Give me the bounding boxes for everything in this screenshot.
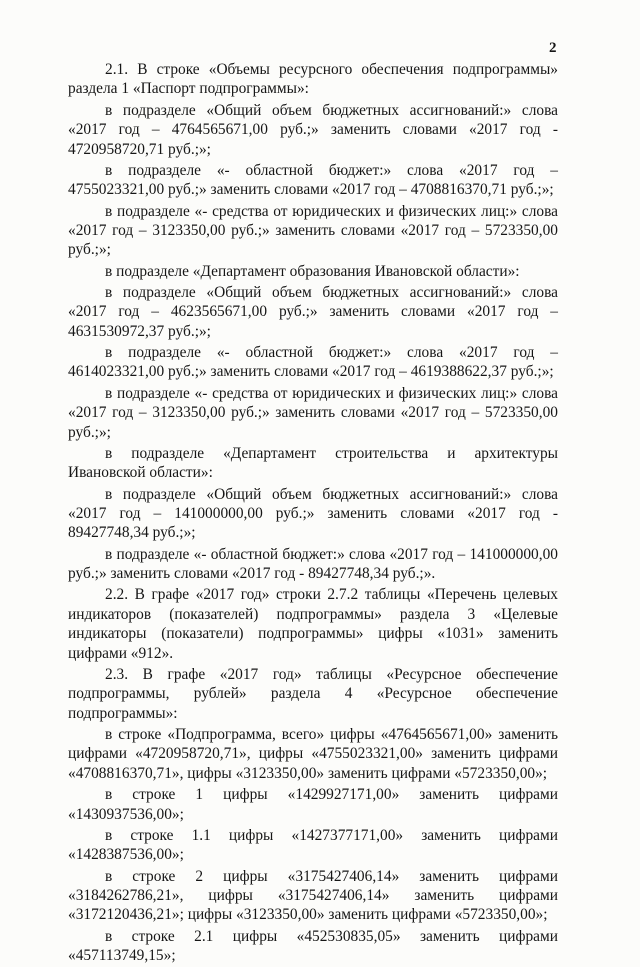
paragraph: в подразделе «- областной бюджет:» слова «2017 год – 141000000,00 руб.;» заменить словами «2017 год - 89427748,34 руб.;». [68, 545, 558, 583]
paragraph: в подразделе «- средства от юридических и физических лиц:» слова «2017 год – 3123350,00 руб.;» заменить словами «2017 год – 5723350,00 руб.;»; [68, 384, 558, 441]
section-2-1-heading: 2.1. В строке «Объемы ресурсного обеспечения подпрограммы» раздела 1 «Паспорт подпрограммы»: [68, 61, 558, 98]
document-body [68, 60, 558, 967]
paragraph: в подразделе «Департамент строительства и архитектуры Ивановской области»: [68, 444, 558, 482]
paragraph: в строке «Подпрограмма, всего» цифры «4764565671,00» заменить цифрами «4720958720,71», цифры «4755023321,00» заменить цифрами «4708816370,71», цифры «3123350,00» заменить цифрами «5723350,00»; [68, 725, 558, 782]
paragraph: в подразделе «- областной бюджет:» слова «2017 год – 4614023321,00 руб.;» заменить словами «2017 год – 4619388622,37 руб.;»; [68, 344, 558, 381]
section-2-3-heading: 2.3. В графе «2017 год» таблицы «Ресурсное обеспечение подпрограммы, рублей» раздела 4 «Ресурсное обеспечение подпрограммы»: [68, 665, 558, 722]
paragraph: в подразделе «Общий объем бюджетных ассигнований:» слова «2017 год – 4764565671,00 руб.;» заменить словами «2017 год - 4720958720,71 руб.;»; [68, 101, 558, 158]
section-2-2: 2.2. В графе «2017 год» строки 2.7.2 таблицы «Перечень целевых индикаторов (показателей) подпрограммы» раздела 3 «Целевые индикаторы (показатели) подпрограммы» цифры «1031» заменить цифрами «912». [68, 586, 558, 662]
paragraph: в подразделе «Департамент образования Ивановской области»: [105, 262, 520, 280]
paragraph: в строке 2 цифры «3175427406,14» заменить цифрами «3184262786,21», цифры «3175427406,14» заменить цифрами «3172120436,21»; цифры «3123350,00» заменить цифрами «5723350,00»; [68, 867, 558, 924]
paragraph: в подразделе «- областной бюджет:» слова «2017 год – 4755023321,00 руб.;» заменить словами «2017 год – 4708816370,71 руб.;»; [68, 161, 558, 199]
paragraph: в строке 1 цифры «1429927171,00» заменить цифрами «1430937536,00»; [68, 786, 558, 823]
paragraph: в подразделе «Общий объем бюджетных ассигнований:» слова «2017 год – 4623565671,00 руб.;» заменить словами «2017 год – 4631530972,37 руб.;»; [68, 283, 558, 340]
paragraph: в подразделе «Общий объем бюджетных ассигнований:» слова «2017 год – 141000000,00 руб.;» заменить словами «2017 год - 89427748,34 руб.;»; [68, 485, 558, 542]
page-number: 2 [549, 40, 557, 56]
paragraph: в строке 2.1 цифры «452530835,05» заменить цифрами «457113749,15»; [68, 927, 558, 965]
paragraph: в строке 1.1 цифры «1427377171,00» заменить цифрами «1428387536,00»; [68, 826, 558, 864]
paragraph: в подразделе «- средства от юридических и физических лиц:» слова «2017 год – 3123350,00 руб.;» заменить словами «2017 год – 5723350,00 руб.;»; [68, 202, 558, 259]
